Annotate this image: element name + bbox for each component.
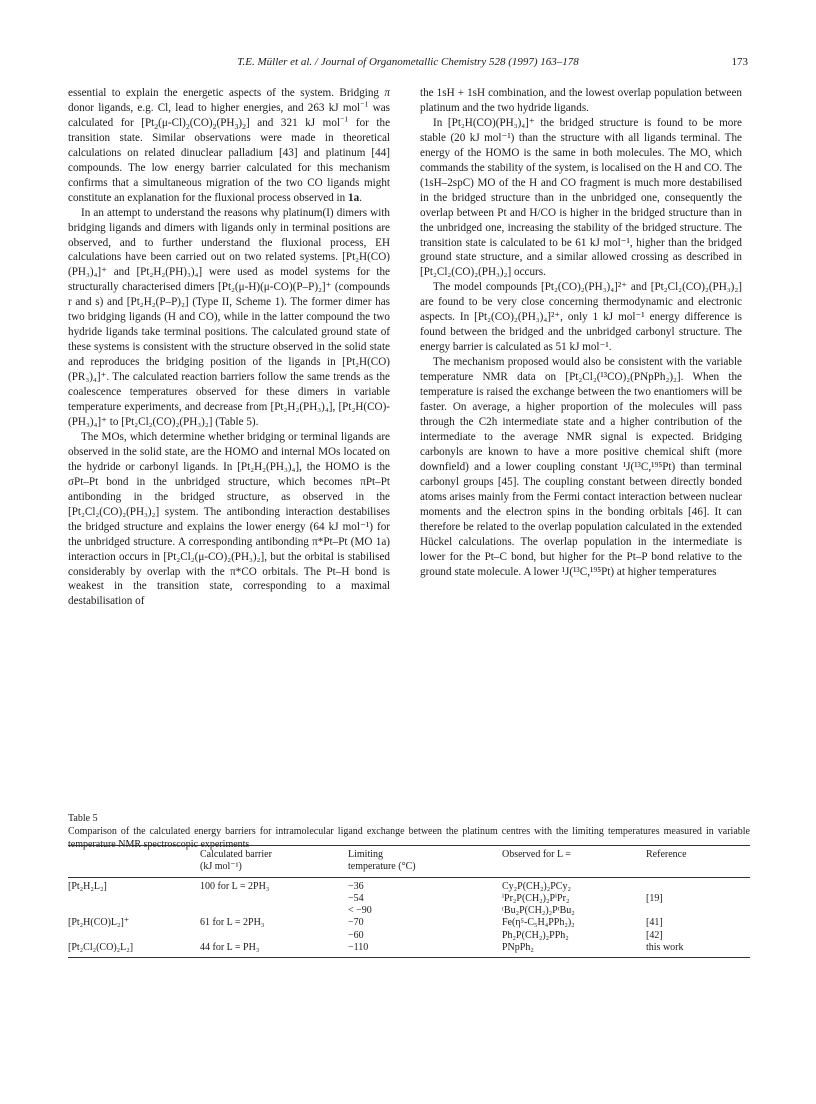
col-header-compound	[68, 846, 200, 878]
cell-temperature: −70 −60	[348, 917, 364, 941]
right-column	[420, 86, 742, 579]
left-paragraph-1: essential to explain the energetic aspects of the system. Bridging π donor ligands, e.g. Cl, lead to higher energies, and 263 kJ mol$^{-1}$ was calculated for $[Pt_2(\mu-Cl)_2(CO)_2(PH_3)_2]$ and 321 kJ mol$^{-1}$ for the transition state. Similar observations were made in theoretical calculations on related dinuclear palladium [43] and platinum [44] compounds. The low energy barrier calculated for this mechanism confirms that a simultaneous migration of the two CO ligands might constitute an explanation for the fluxional process observed in 1a.	[68, 87, 391, 204]
right-paragraph-2: In [Pt₂H(CO)(PH₃)₄]⁺ the bridged structure is found to be more stable (20 kJ mol⁻¹) than the structure with all ligands terminal. The energy of the HOMO is the same in both molecules. The MO, which commands the stability of the system, is localised on the H and CO. The (1sH–2spC) MO of the H and CO fragment is much more destabilised in the bridged structure than in the unbridged one, consequently the overlap between Pt and H/CO is higher in the bridged structure than in the unbridged one, increasing the stability of the bridged structure. The transition state is calculated to be 61 kJ mol⁻¹, higher than the bridged ground state structure, and a similar allowed crossing as described in [Pt₂Cl₂(CO)₂(PH₃)₂] occurs.	[420, 116, 742, 279]
cell-observed: Fe(η⁵-C₅H₄PPh₂)₂ Ph₂P(CH₂)₂PPh₂	[502, 917, 575, 941]
cell-compound: [Pt₂H₂L₂]	[68, 880, 107, 892]
left-column	[68, 86, 390, 609]
cell-temperature: −110	[348, 942, 369, 954]
left-paragraph-2: In an attempt to understand the reasons why platinum(I) dimers with bridging ligands and dimers with ligands only in terminal positions are observed, and to further understand the fluxional process, EH calculations have been carried out on two related systems. [Pt₂H(CO)(PH₃)₄]⁺ and [Pt₂H₂(PH)₃)₄] were used as model systems for the structurally characterised dimers [Pt₂(μ-H)(μ-CO)(P–P)₂]⁺ (compounds r and s) and [Pt₂H₂(P–P)₂] (Type II, Scheme 1). The former dimer has two bridging ligands (H and CO), while in the latter compound the two hydride ligands take terminal positions. The calculated ground state of these systems is consistent with the structure observed in the solid state and reproduces the bridging position of the ligands in [Pt₂H(CO)(PR₃)₄]⁺. The calculated reaction barriers follow the same trends as the coalescence temperatures observed for these dimers in variable temperature experiments, and decrease from [Pt₂H₂(PH₃)₄], [Pt₂H(CO)-(PH₃)₄]⁺ to [Pt₂Cl₂(CO)₂(PH₃)₂] (Table 5).	[68, 206, 390, 428]
running-title: T.E. Müller et al. / Journal of Organometallic Chemistry 528 (1997) 163–178	[237, 56, 579, 68]
left-paragraph-3: The MOs, which determine whether bridging or terminal ligands are observed in the solid state, are the HOMO and internal MOs located on the hydride or carbonyl ligands. In [Pt₂H₂(PH₃)₄], the HOMO is the σPt–Pt bond in the unbridged structure, which becomes πPt–Pt antibonding in the bridged structure, as observed in the [Pt₂Cl₂(CO)₂(PH₃)₂] system. The antibonding interaction destabilises the bridged structure and explains the lower energy (64 kJ mol⁻¹) for the unbridged structure. A corresponding antibonding π*Pt–Pt (MO 1a) interaction occurs in [Pt₂Cl₂(μ-CO)₂(PH₃)₂], but the orbital is stabilised considerably by overlap with the π*CO orbitals. The Pt–H bond is weakest in the transition state, corresponding to a maximal destabilisation of	[68, 430, 390, 608]
col-header-limiting-temperature: Limiting temperature (°C)	[348, 846, 502, 878]
cell-observed: Cy₂P(CH₂)₂PCy₂ ⁱPr₂P(CH₂)₂PⁱPr₂ ᵗBu₂P(CH₂)₂PᵗBu₂	[502, 880, 575, 917]
table-row	[68, 942, 750, 958]
cell-compound: [Pt₂H(CO)L₂]⁺	[68, 917, 130, 929]
col-header-reference: Reference	[646, 846, 750, 878]
cell-barrier: 44 for L = PH₃	[200, 942, 260, 954]
cell-observed: PNpPh₂	[502, 942, 534, 954]
col-header-observed: Observed for L =	[502, 846, 646, 878]
cell-reference: this work	[646, 942, 684, 954]
table-label: Table 5	[68, 813, 98, 824]
right-paragraph-1: the 1sH + 1sH combination, and the lowest overlap population between platinum and the two hydride ligands.	[420, 87, 742, 114]
col-header-barrier: Calculated barrier (kJ mol⁻¹)	[200, 846, 348, 878]
running-header	[68, 56, 748, 72]
right-paragraph-3: The model compounds [Pt₂(CO)₂(PH₃)₄]²⁺ and [Pt₂Cl₂(CO)₂(PH₃)₂] are found to be very close concerning thermodynamic and electronic aspects. In [Pt₂(CO)₂(PH₃)₄]²⁺, only 1 kJ mol⁻¹ energy difference is found between the bridged and the unbridged carbonyl structure. The energy barrier is calculated as 51 kJ mol⁻¹.	[420, 281, 742, 354]
cell-barrier: 61 for L = 2PH₃	[200, 917, 265, 929]
table-row	[68, 877, 750, 917]
cell-reference: [19]	[646, 892, 663, 904]
cell-reference: [41] [42]	[646, 917, 663, 941]
table-5	[68, 845, 750, 958]
table-row	[68, 917, 750, 942]
cell-compound: [Pt₂Cl₂(CO)₂L₂]	[68, 942, 134, 954]
cell-barrier: 100 for L = 2PH₃	[200, 880, 270, 892]
table-caption-text: Comparison of the calculated energy barriers for intramolecular ligand exchange between the platinum centres with the limiting temperatures measured in variable temperature NMR spectroscopic experiments	[68, 825, 750, 850]
cell-temperature: −36 −54 < −90	[348, 880, 372, 917]
page-number: 173	[731, 56, 748, 68]
right-paragraph-4: The mechanism proposed would also be consistent with the variable temperature NMR data on [Pt₂Cl₂(¹³CO)₂(PNpPh₂)₂]. When the temperature is raised the exchange between the two enantiomers will be faster. On average, a higher proportion of the molecules will pass through the C2h intermediate state and a higher contribution of the intermediate to the average NMR signal is expected. Bridging carbonyls are known to have a more positive chemical shift (more downfield) and a lower coupling constant ¹J(¹³C,¹⁹⁵Pt) than terminal carbonyl groups [45]. The coupling constant between directly bonded atoms arises mainly from the Fermi contact interaction between nuclear moments and the electron spins in the bonding orbitals [46]. It can therefore be related to the overlap population calculated in the extended Hückel calculations. The overlap population in the intermediate is lower for the Pt–C bond, but higher for the Pt–P bond relative to the ground state molecule. A lower ¹J(¹³C,¹⁹⁵Pt) at higher temperatures	[420, 356, 742, 578]
